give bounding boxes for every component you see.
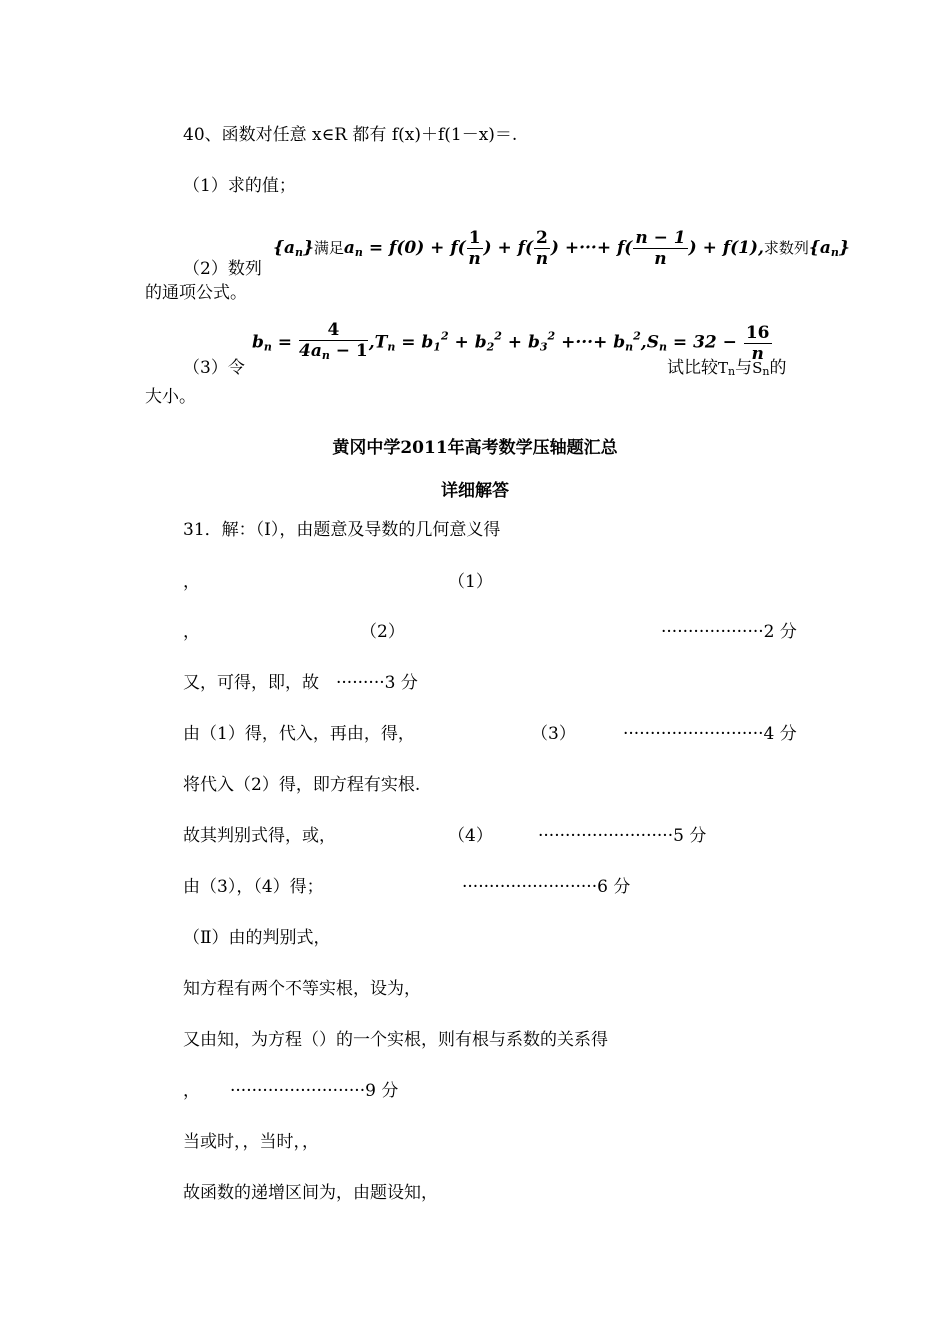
problem-40-part3-prefix: （3）令 bbox=[183, 358, 245, 378]
problem-40-part3-line2: 大小。 bbox=[145, 387, 196, 407]
fraction-n-minus-1-over-n: $\frac{n - 1}{n}$ bbox=[635, 228, 686, 269]
fraction-4-over-4a-minus-1: $\frac{4}{4a_n - 1}$ bbox=[298, 320, 368, 362]
solution-line-3-score: ···················2 分 bbox=[661, 622, 797, 642]
problem-40-part2-prefix: （2）数列 bbox=[183, 259, 262, 279]
seq-request-label: 求数列 bbox=[763, 239, 809, 257]
fraction-2-over-n: $\frac{2}{n}$ bbox=[535, 228, 549, 269]
formula-end: ) + f(1), bbox=[688, 238, 764, 258]
formula-body: = f(0) + f( bbox=[368, 238, 466, 258]
problem-40-part1: （1）求的值； bbox=[183, 176, 296, 196]
solution-line-2-tag: （1） bbox=[448, 572, 493, 592]
solution-line-4: 又，可得，即，故 ·········3 分 bbox=[183, 673, 418, 693]
fraction-16-over-n: $\frac{16}{n}$ bbox=[745, 322, 770, 364]
solution-line-5-text: 由（1）得，代入，再由，得， bbox=[183, 724, 415, 744]
set-close: } bbox=[302, 238, 314, 258]
solution-line-1: 31．解：（Ⅰ），由题意及导数的几何意义得 bbox=[183, 520, 501, 540]
solution-line-6: 将代入（2）得，即方程有实根. bbox=[183, 775, 421, 795]
solution-line-10: 知方程有两个不等实根，设为， bbox=[183, 979, 421, 999]
solution-line-7-tag: （4） bbox=[448, 826, 493, 846]
solution-line-2-comma: ， bbox=[183, 572, 200, 592]
set-close-2: } bbox=[838, 238, 850, 258]
formula-mid: ) + f( bbox=[483, 238, 534, 258]
set-open: { bbox=[273, 238, 284, 258]
solution-line-3-tag: （2） bbox=[360, 622, 405, 642]
page-subtitle: 详细解答 bbox=[441, 481, 509, 501]
part2-formula bbox=[273, 228, 850, 269]
solution-line-11: 又由知，为方程（）的一个实根，则有根与系数的关系得 bbox=[183, 1030, 608, 1050]
fraction-1-over-n: $\frac{1}{n}$ bbox=[468, 228, 481, 269]
set-open-2: { bbox=[808, 238, 820, 258]
seq-a2-sub: n bbox=[354, 246, 363, 259]
satisfies-label: 满足 bbox=[313, 239, 344, 257]
solution-line-9: （Ⅱ）由的判别式， bbox=[183, 928, 331, 948]
solution-line-8-text: 由（3），（4）得； bbox=[183, 877, 324, 897]
formula-dots: ) +···+ f( bbox=[550, 238, 633, 258]
solution-line-8-score: ·························6 分 bbox=[462, 877, 631, 897]
problem-40-part3-compare: 试比较Tn与Sn的 bbox=[667, 358, 787, 378]
solution-line-3-comma: ， bbox=[183, 622, 200, 642]
solution-line-7-text: 故其判别式得，或， bbox=[183, 826, 336, 846]
solution-line-14: 故函数的递增区间为，由题设知， bbox=[183, 1183, 438, 1203]
seq-a3-sub: n bbox=[830, 246, 839, 259]
page-title: 黄冈中学2011年高考数学压轴题汇总 bbox=[332, 438, 618, 458]
seq-a3: a bbox=[819, 238, 831, 258]
seq-a2: a bbox=[343, 238, 355, 258]
solution-line-7-score: ·························5 分 bbox=[538, 826, 707, 846]
problem-40-part2-suffix: 的通项公式。 bbox=[145, 283, 247, 303]
problem-40-stem: 40、函数对任意 x∈R 都有 f(x)＋f(1－x)＝. bbox=[183, 125, 518, 145]
solution-line-13: 当或时，，当时，， bbox=[183, 1132, 319, 1152]
solution-line-12-score: ·························9 分 bbox=[230, 1081, 399, 1101]
seq-a: a bbox=[283, 238, 295, 258]
seq-a-sub: n bbox=[294, 246, 303, 259]
part3-formula: $b_n$ = $\frac{4}{4a_n - 1}$ $,T_n = b_1^2 + b_2^2 + b_3^2$ +···+ $b_n^2,S_n = 32$ − $\frac{16}{n}$ bbox=[252, 320, 773, 366]
solution-line-5-tag: （3） bbox=[531, 724, 576, 744]
solution-line-5-score: ··························4 分 bbox=[623, 724, 797, 744]
solution-line-12-comma: ， bbox=[183, 1081, 200, 1101]
